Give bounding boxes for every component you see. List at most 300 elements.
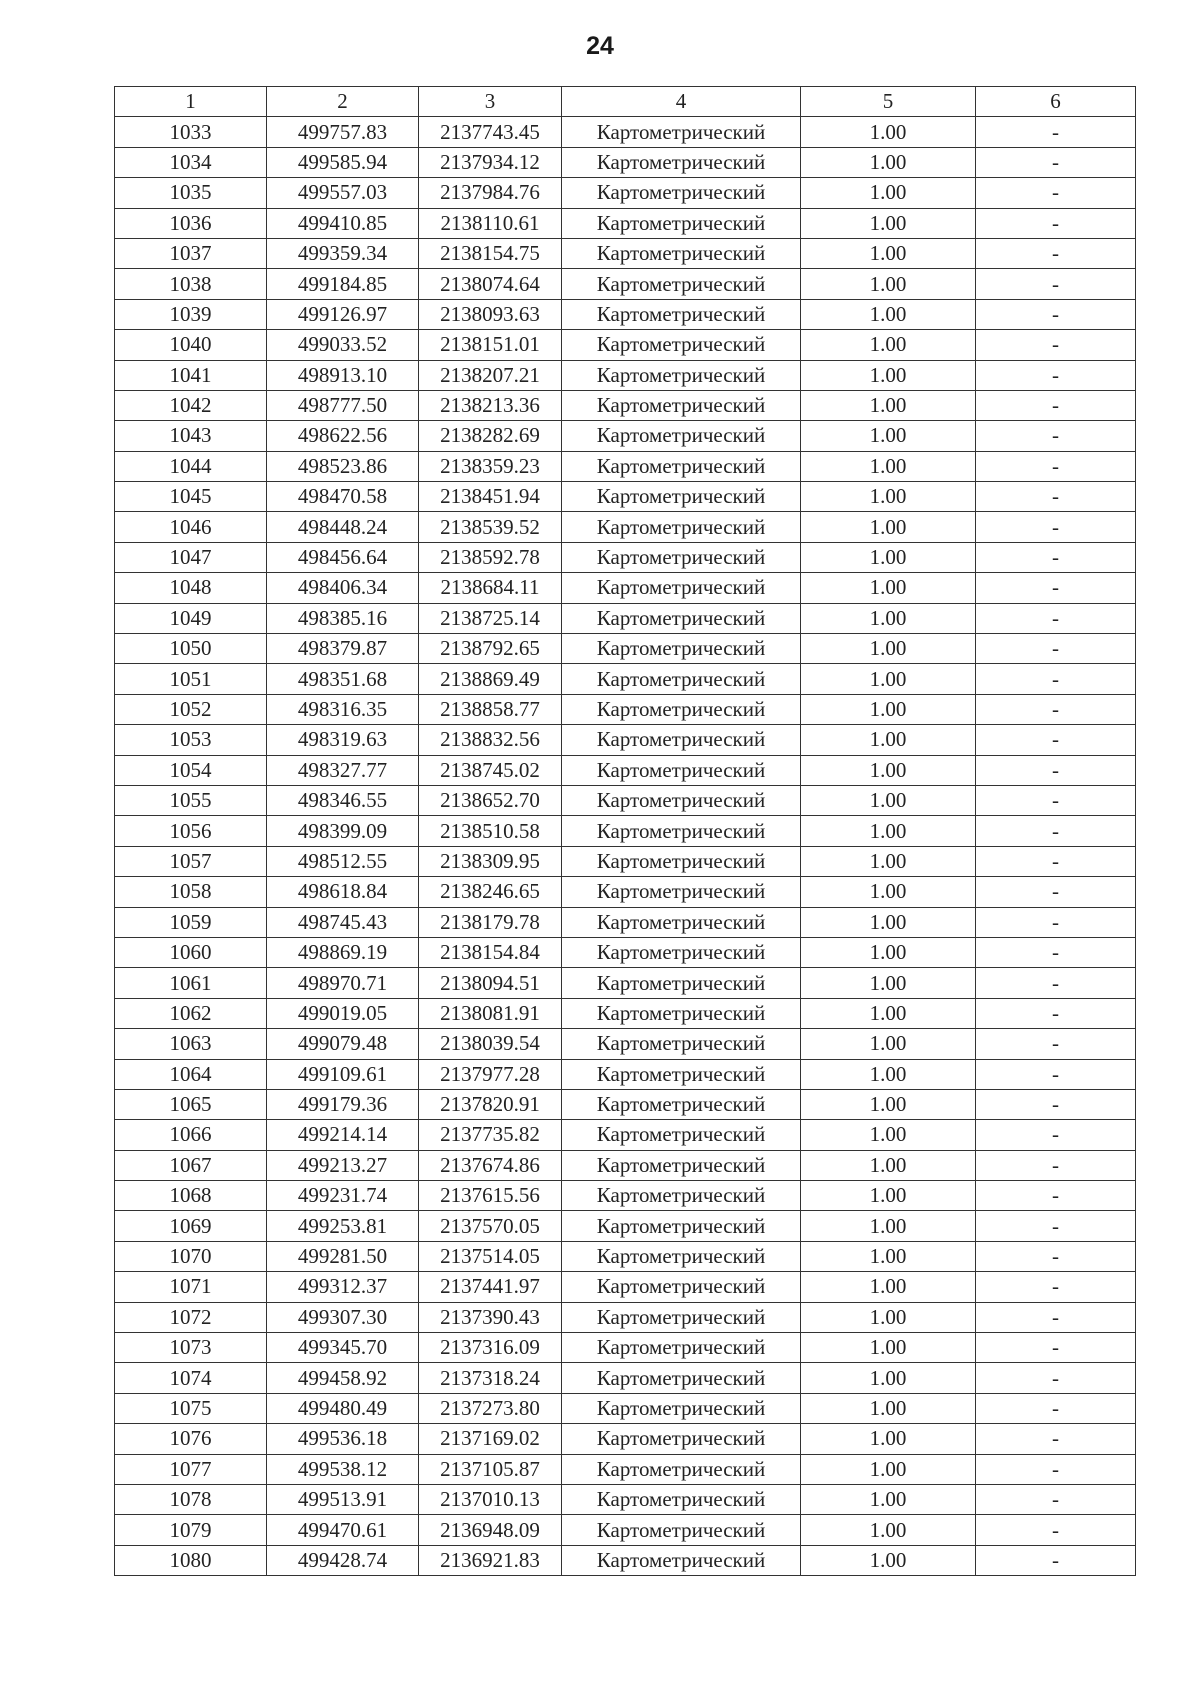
y-coordinate-cell: 2138451.94 [419, 482, 562, 512]
x-coordinate-cell: 499538.12 [267, 1454, 419, 1484]
y-coordinate-cell: 2138309.95 [419, 846, 562, 876]
y-coordinate-cell: 2137010.13 [419, 1484, 562, 1514]
y-coordinate-cell: 2137105.87 [419, 1454, 562, 1484]
description-cell: - [976, 299, 1136, 329]
point-number-cell: 1062 [115, 998, 267, 1028]
column-header: 2 [267, 87, 419, 117]
table-row [115, 1484, 1136, 1514]
method-cell: Картометрический [562, 1484, 801, 1514]
accuracy-cell: 1.00 [801, 1211, 976, 1241]
point-number-cell: 1041 [115, 360, 267, 390]
table-row [115, 1424, 1136, 1454]
point-number-cell: 1050 [115, 634, 267, 664]
point-number-cell: 1035 [115, 178, 267, 208]
y-coordinate-cell: 2138539.52 [419, 512, 562, 542]
table-row [115, 725, 1136, 755]
point-number-cell: 1071 [115, 1272, 267, 1302]
x-coordinate-cell: 498523.86 [267, 451, 419, 481]
page-number: 24 [586, 32, 614, 60]
y-coordinate-cell: 2137615.56 [419, 1181, 562, 1211]
point-number-cell: 1068 [115, 1181, 267, 1211]
x-coordinate-cell: 498385.16 [267, 603, 419, 633]
table-row [115, 238, 1136, 268]
method-cell: Картометрический [562, 603, 801, 633]
table-row [115, 1181, 1136, 1211]
accuracy-cell: 1.00 [801, 1302, 976, 1332]
description-cell: - [976, 1484, 1136, 1514]
description-cell: - [976, 1424, 1136, 1454]
description-cell: - [976, 634, 1136, 664]
accuracy-cell: 1.00 [801, 1363, 976, 1393]
y-coordinate-cell: 2138684.11 [419, 573, 562, 603]
y-coordinate-cell: 2138510.58 [419, 816, 562, 846]
description-cell: - [976, 846, 1136, 876]
x-coordinate-cell: 498316.35 [267, 694, 419, 724]
table-body [115, 117, 1136, 1576]
y-coordinate-cell: 2136948.09 [419, 1515, 562, 1545]
point-number-cell: 1078 [115, 1484, 267, 1514]
x-coordinate-cell: 499428.74 [267, 1545, 419, 1575]
accuracy-cell: 1.00 [801, 1393, 976, 1423]
column-header: 3 [419, 87, 562, 117]
point-number-cell: 1053 [115, 725, 267, 755]
x-coordinate-cell: 499470.61 [267, 1515, 419, 1545]
table-row [115, 846, 1136, 876]
description-cell: - [976, 451, 1136, 481]
table-row [115, 1363, 1136, 1393]
accuracy-cell: 1.00 [801, 846, 976, 876]
column-header: 4 [562, 87, 801, 117]
table-row [115, 1059, 1136, 1089]
method-cell: Картометрический [562, 755, 801, 785]
point-number-cell: 1044 [115, 451, 267, 481]
x-coordinate-cell: 499231.74 [267, 1181, 419, 1211]
y-coordinate-cell: 2138154.84 [419, 937, 562, 967]
accuracy-cell: 1.00 [801, 208, 976, 238]
accuracy-cell: 1.00 [801, 603, 976, 633]
y-coordinate-cell: 2138745.02 [419, 755, 562, 785]
point-number-cell: 1057 [115, 846, 267, 876]
x-coordinate-cell: 499033.52 [267, 330, 419, 360]
method-cell: Картометрический [562, 421, 801, 451]
accuracy-cell: 1.00 [801, 1454, 976, 1484]
y-coordinate-cell: 2138093.63 [419, 299, 562, 329]
method-cell: Картометрический [562, 1059, 801, 1089]
point-number-cell: 1073 [115, 1333, 267, 1363]
table-row [115, 482, 1136, 512]
table-row [115, 117, 1136, 147]
method-cell: Картометрический [562, 178, 801, 208]
method-cell: Картометрический [562, 1393, 801, 1423]
method-cell: Картометрический [562, 1515, 801, 1545]
accuracy-cell: 1.00 [801, 937, 976, 967]
description-cell: - [976, 1120, 1136, 1150]
table-row [115, 998, 1136, 1028]
x-coordinate-cell: 499109.61 [267, 1059, 419, 1089]
method-cell: Картометрический [562, 694, 801, 724]
accuracy-cell: 1.00 [801, 178, 976, 208]
point-number-cell: 1079 [115, 1515, 267, 1545]
description-cell: - [976, 1181, 1136, 1211]
accuracy-cell: 1.00 [801, 1089, 976, 1119]
description-cell: - [976, 421, 1136, 451]
x-coordinate-cell: 498351.68 [267, 664, 419, 694]
table-row [115, 299, 1136, 329]
accuracy-cell: 1.00 [801, 512, 976, 542]
method-cell: Картометрический [562, 1333, 801, 1363]
description-cell: - [976, 1515, 1136, 1545]
accuracy-cell: 1.00 [801, 269, 976, 299]
y-coordinate-cell: 2137934.12 [419, 147, 562, 177]
accuracy-cell: 1.00 [801, 1515, 976, 1545]
point-number-cell: 1066 [115, 1120, 267, 1150]
table-row [115, 390, 1136, 420]
table-row [115, 664, 1136, 694]
accuracy-cell: 1.00 [801, 421, 976, 451]
x-coordinate-cell: 499557.03 [267, 178, 419, 208]
y-coordinate-cell: 2138081.91 [419, 998, 562, 1028]
x-coordinate-cell: 499213.27 [267, 1150, 419, 1180]
point-number-cell: 1045 [115, 482, 267, 512]
method-cell: Картометрический [562, 1272, 801, 1302]
accuracy-cell: 1.00 [801, 1120, 976, 1150]
method-cell: Картометрический [562, 1150, 801, 1180]
y-coordinate-cell: 2138213.36 [419, 390, 562, 420]
table-row [115, 1454, 1136, 1484]
point-number-cell: 1047 [115, 542, 267, 572]
description-cell: - [976, 603, 1136, 633]
method-cell: Картометрический [562, 390, 801, 420]
table-row [115, 512, 1136, 542]
point-number-cell: 1061 [115, 968, 267, 998]
y-coordinate-cell: 2138246.65 [419, 877, 562, 907]
method-cell: Картометрический [562, 269, 801, 299]
table-row [115, 542, 1136, 572]
method-cell: Картометрический [562, 937, 801, 967]
x-coordinate-cell: 499410.85 [267, 208, 419, 238]
point-number-cell: 1036 [115, 208, 267, 238]
x-coordinate-cell: 498869.19 [267, 937, 419, 967]
point-number-cell: 1038 [115, 269, 267, 299]
accuracy-cell: 1.00 [801, 299, 976, 329]
accuracy-cell: 1.00 [801, 451, 976, 481]
x-coordinate-cell: 499126.97 [267, 299, 419, 329]
table-row [115, 1393, 1136, 1423]
description-cell: - [976, 664, 1136, 694]
table-row [115, 1241, 1136, 1271]
y-coordinate-cell: 2137318.24 [419, 1363, 562, 1393]
table-row [115, 1120, 1136, 1150]
x-coordinate-cell: 498379.87 [267, 634, 419, 664]
description-cell: - [976, 1363, 1136, 1393]
x-coordinate-cell: 498327.77 [267, 755, 419, 785]
method-cell: Картометрический [562, 725, 801, 755]
y-coordinate-cell: 2137743.45 [419, 117, 562, 147]
method-cell: Картометрический [562, 330, 801, 360]
x-coordinate-cell: 498319.63 [267, 725, 419, 755]
method-cell: Картометрический [562, 238, 801, 268]
accuracy-cell: 1.00 [801, 330, 976, 360]
accuracy-cell: 1.00 [801, 1484, 976, 1514]
method-cell: Картометрический [562, 664, 801, 694]
table-row [115, 1150, 1136, 1180]
description-cell: - [976, 998, 1136, 1028]
method-cell: Картометрический [562, 451, 801, 481]
y-coordinate-cell: 2137735.82 [419, 1120, 562, 1150]
table-row [115, 208, 1136, 238]
accuracy-cell: 1.00 [801, 1545, 976, 1575]
table-row [115, 1545, 1136, 1575]
description-cell: - [976, 1545, 1136, 1575]
y-coordinate-cell: 2138094.51 [419, 968, 562, 998]
method-cell: Картометрический [562, 785, 801, 815]
description-cell: - [976, 1302, 1136, 1332]
table-row [115, 1272, 1136, 1302]
description-cell: - [976, 482, 1136, 512]
x-coordinate-cell: 499184.85 [267, 269, 419, 299]
method-cell: Картометрический [562, 816, 801, 846]
table-row [115, 1029, 1136, 1059]
table-row [115, 147, 1136, 177]
y-coordinate-cell: 2137570.05 [419, 1211, 562, 1241]
x-coordinate-cell: 498406.34 [267, 573, 419, 603]
method-cell: Картометрический [562, 299, 801, 329]
description-cell: - [976, 1150, 1136, 1180]
description-cell: - [976, 360, 1136, 390]
accuracy-cell: 1.00 [801, 147, 976, 177]
method-cell: Картометрический [562, 360, 801, 390]
description-cell: - [976, 147, 1136, 177]
description-cell: - [976, 725, 1136, 755]
description-cell: - [976, 1241, 1136, 1271]
accuracy-cell: 1.00 [801, 1059, 976, 1089]
method-cell: Картометрический [562, 998, 801, 1028]
accuracy-cell: 1.00 [801, 360, 976, 390]
x-coordinate-cell: 499513.91 [267, 1484, 419, 1514]
method-cell: Картометрический [562, 147, 801, 177]
table-row [115, 330, 1136, 360]
method-cell: Картометрический [562, 634, 801, 664]
y-coordinate-cell: 2138282.69 [419, 421, 562, 451]
x-coordinate-cell: 498399.09 [267, 816, 419, 846]
column-header: 6 [976, 87, 1136, 117]
description-cell: - [976, 512, 1136, 542]
point-number-cell: 1039 [115, 299, 267, 329]
method-cell: Картометрический [562, 512, 801, 542]
description-cell: - [976, 1333, 1136, 1363]
x-coordinate-cell: 498470.58 [267, 482, 419, 512]
x-coordinate-cell: 499079.48 [267, 1029, 419, 1059]
accuracy-cell: 1.00 [801, 998, 976, 1028]
point-number-cell: 1059 [115, 907, 267, 937]
table-row [115, 755, 1136, 785]
point-number-cell: 1076 [115, 1424, 267, 1454]
table-row [115, 178, 1136, 208]
method-cell: Картометрический [562, 1241, 801, 1271]
accuracy-cell: 1.00 [801, 117, 976, 147]
column-header: 5 [801, 87, 976, 117]
y-coordinate-cell: 2138074.64 [419, 269, 562, 299]
method-cell: Картометрический [562, 1454, 801, 1484]
accuracy-cell: 1.00 [801, 390, 976, 420]
y-coordinate-cell: 2138592.78 [419, 542, 562, 572]
accuracy-cell: 1.00 [801, 1241, 976, 1271]
table-row [115, 694, 1136, 724]
x-coordinate-cell: 499019.05 [267, 998, 419, 1028]
method-cell: Картометрический [562, 846, 801, 876]
description-cell: - [976, 178, 1136, 208]
table-row [115, 634, 1136, 664]
point-number-cell: 1056 [115, 816, 267, 846]
description-cell: - [976, 542, 1136, 572]
method-cell: Картометрический [562, 907, 801, 937]
y-coordinate-cell: 2138792.65 [419, 634, 562, 664]
point-number-cell: 1070 [115, 1241, 267, 1271]
point-number-cell: 1040 [115, 330, 267, 360]
x-coordinate-cell: 498346.55 [267, 785, 419, 815]
x-coordinate-cell: 498456.64 [267, 542, 419, 572]
accuracy-cell: 1.00 [801, 542, 976, 572]
point-number-cell: 1048 [115, 573, 267, 603]
y-coordinate-cell: 2138869.49 [419, 664, 562, 694]
y-coordinate-cell: 2137984.76 [419, 178, 562, 208]
accuracy-cell: 1.00 [801, 694, 976, 724]
y-coordinate-cell: 2138652.70 [419, 785, 562, 815]
x-coordinate-cell: 499253.81 [267, 1211, 419, 1241]
point-number-cell: 1052 [115, 694, 267, 724]
table-row [115, 603, 1136, 633]
accuracy-cell: 1.00 [801, 725, 976, 755]
column-header: 1 [115, 87, 267, 117]
point-number-cell: 1074 [115, 1363, 267, 1393]
table-row [115, 1302, 1136, 1332]
point-number-cell: 1065 [115, 1089, 267, 1119]
accuracy-cell: 1.00 [801, 907, 976, 937]
x-coordinate-cell: 499312.37 [267, 1272, 419, 1302]
accuracy-cell: 1.00 [801, 1150, 976, 1180]
point-number-cell: 1046 [115, 512, 267, 542]
accuracy-cell: 1.00 [801, 573, 976, 603]
x-coordinate-cell: 498777.50 [267, 390, 419, 420]
accuracy-cell: 1.00 [801, 1424, 976, 1454]
point-number-cell: 1054 [115, 755, 267, 785]
method-cell: Картометрический [562, 117, 801, 147]
table-row [115, 907, 1136, 937]
accuracy-cell: 1.00 [801, 664, 976, 694]
x-coordinate-cell: 498622.56 [267, 421, 419, 451]
method-cell: Картометрический [562, 482, 801, 512]
method-cell: Картометрический [562, 1363, 801, 1393]
x-coordinate-cell: 499345.70 [267, 1333, 419, 1363]
table-row [115, 421, 1136, 451]
point-number-cell: 1069 [115, 1211, 267, 1241]
y-coordinate-cell: 2138832.56 [419, 725, 562, 755]
accuracy-cell: 1.00 [801, 755, 976, 785]
point-number-cell: 1033 [115, 117, 267, 147]
x-coordinate-cell: 499536.18 [267, 1424, 419, 1454]
table-row [115, 451, 1136, 481]
table-row [115, 1211, 1136, 1241]
method-cell: Картометрический [562, 968, 801, 998]
point-number-cell: 1072 [115, 1302, 267, 1332]
table-row [115, 269, 1136, 299]
method-cell: Картометрический [562, 1545, 801, 1575]
table-row [115, 1333, 1136, 1363]
table-header [115, 87, 1136, 117]
description-cell: - [976, 907, 1136, 937]
x-coordinate-cell: 499307.30 [267, 1302, 419, 1332]
accuracy-cell: 1.00 [801, 877, 976, 907]
method-cell: Картометрический [562, 1029, 801, 1059]
x-coordinate-cell: 499757.83 [267, 117, 419, 147]
y-coordinate-cell: 2137169.02 [419, 1424, 562, 1454]
description-cell: - [976, 694, 1136, 724]
header-row [115, 87, 1136, 117]
y-coordinate-cell: 2137977.28 [419, 1059, 562, 1089]
y-coordinate-cell: 2137514.05 [419, 1241, 562, 1271]
table-row [115, 1515, 1136, 1545]
table-row [115, 573, 1136, 603]
y-coordinate-cell: 2138039.54 [419, 1029, 562, 1059]
description-cell: - [976, 785, 1136, 815]
x-coordinate-cell: 498448.24 [267, 512, 419, 542]
description-cell: - [976, 755, 1136, 785]
description-cell: - [976, 330, 1136, 360]
point-number-cell: 1034 [115, 147, 267, 177]
y-coordinate-cell: 2137674.86 [419, 1150, 562, 1180]
description-cell: - [976, 1272, 1136, 1302]
y-coordinate-cell: 2138858.77 [419, 694, 562, 724]
description-cell: - [976, 1089, 1136, 1119]
point-number-cell: 1058 [115, 877, 267, 907]
table-row [115, 1089, 1136, 1119]
description-cell: - [976, 968, 1136, 998]
description-cell: - [976, 269, 1136, 299]
method-cell: Картометрический [562, 1424, 801, 1454]
description-cell: - [976, 117, 1136, 147]
point-number-cell: 1049 [115, 603, 267, 633]
point-number-cell: 1042 [115, 390, 267, 420]
x-coordinate-cell: 499281.50 [267, 1241, 419, 1271]
point-number-cell: 1055 [115, 785, 267, 815]
method-cell: Картометрический [562, 573, 801, 603]
description-cell: - [976, 1029, 1136, 1059]
y-coordinate-cell: 2137316.09 [419, 1333, 562, 1363]
table-row [115, 785, 1136, 815]
description-cell: - [976, 1393, 1136, 1423]
x-coordinate-cell: 498512.55 [267, 846, 419, 876]
y-coordinate-cell: 2138207.21 [419, 360, 562, 390]
accuracy-cell: 1.00 [801, 1029, 976, 1059]
description-cell: - [976, 390, 1136, 420]
x-coordinate-cell: 499480.49 [267, 1393, 419, 1423]
x-coordinate-cell: 498913.10 [267, 360, 419, 390]
point-number-cell: 1080 [115, 1545, 267, 1575]
accuracy-cell: 1.00 [801, 1333, 976, 1363]
y-coordinate-cell: 2138154.75 [419, 238, 562, 268]
accuracy-cell: 1.00 [801, 1181, 976, 1211]
y-coordinate-cell: 2138359.23 [419, 451, 562, 481]
x-coordinate-cell: 498745.43 [267, 907, 419, 937]
method-cell: Картометрический [562, 208, 801, 238]
description-cell: - [976, 208, 1136, 238]
x-coordinate-cell: 499458.92 [267, 1363, 419, 1393]
method-cell: Картометрический [562, 1211, 801, 1241]
point-number-cell: 1037 [115, 238, 267, 268]
description-cell: - [976, 877, 1136, 907]
point-number-cell: 1043 [115, 421, 267, 451]
y-coordinate-cell: 2137390.43 [419, 1302, 562, 1332]
